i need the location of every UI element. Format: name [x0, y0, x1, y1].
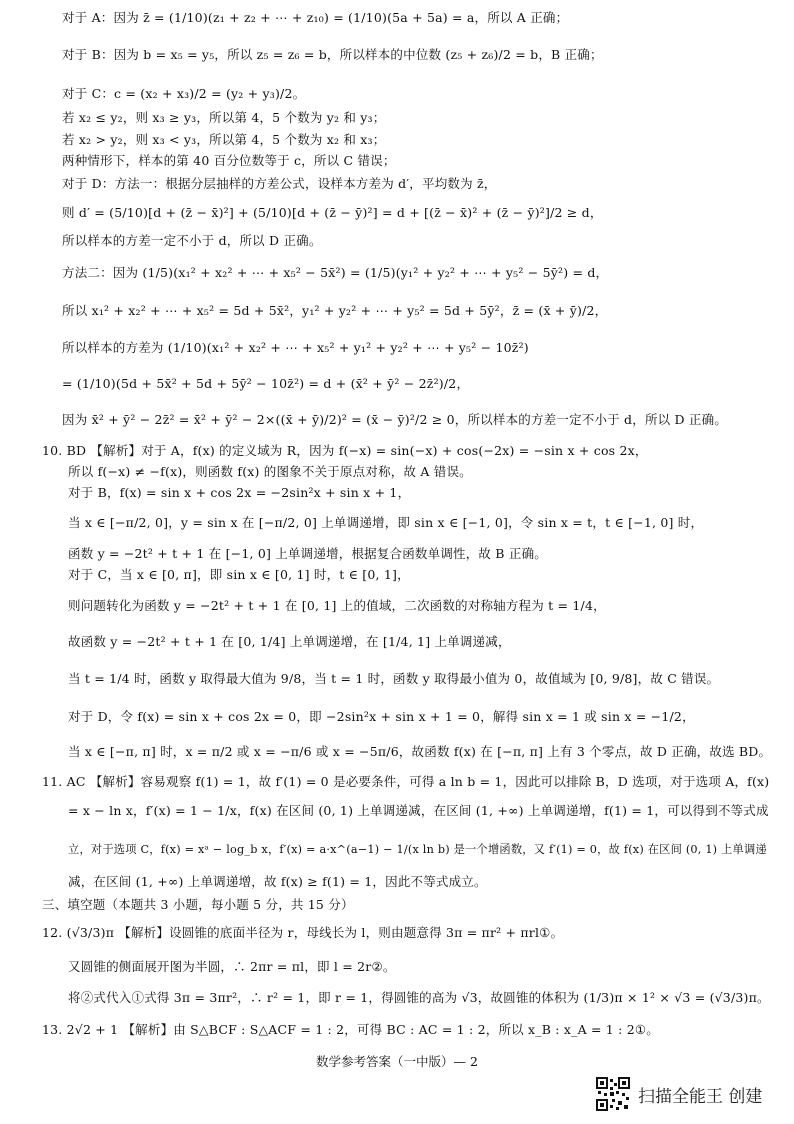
- text-line: 所以 x₁² + x₂² + ⋯ + x₅² = 5d + 5x̄²，y₁² + y₂² + ⋯ + y₅² = 5d + 5ȳ²，z̄ = (x̄ + ȳ)/2，: [62, 303, 608, 318]
- text-line: 10. BD 【解析】对于 A，f(x) 的定义域为 R，因为 f(−x) = sin(−x) + cos(−2x) = −sin x + cos 2x，: [42, 443, 648, 458]
- text-line: 12. (√3/3)π 【解析】设圆锥的底面半径为 r，母线长为 l，则由题意得 3π = πr² + πrl①。: [42, 925, 564, 940]
- text-line: 当 x ∈ [−π, π] 时，x = π/2 或 x = −π/6 或 x = −5π/6，故函数 f(x) 在 [−π, π] 上有 3 个零点，故 D 正确，故选 BD。: [68, 744, 772, 759]
- text-line: 当 t = 1/4 时，函数 y 取得最大值为 9/8，当 t = 1 时，函数 y 取得最小值为 0，故值域为 [0, 9/8]，故 C 错误。: [68, 671, 720, 686]
- text-line: 立，对于选项 C，f(x) = xᵃ − log_b x，f′(x) = a·x^(a−1) − 1/(x ln b) 是一个增函数，又 f′(1) = 0，故 f(x) 在区间 (0, 1) 上单调递: [68, 843, 767, 856]
- text-line: 13. 2√2 + 1 【解析】由 S△BCF : S△ACF = 1 : 2，可得 BC : AC = 1 : 2，所以 x_B : x_A = 1 : 2①。: [42, 1022, 659, 1037]
- text-line: 方法二：因为 (1/5)(x₁² + x₂² + ⋯ + x₅² − 5x̄²) = (1/5)(y₁² + y₂² + ⋯ + y₅² − 5ȳ²) = d，: [62, 265, 609, 280]
- text-line: = x − ln x，f′(x) = 1 − 1/x，f(x) 在区间 (0, 1) 上单调递减，在区间 (1, +∞) 上单调递增，f(1) = 1，可以得到不等式成: [68, 803, 769, 818]
- text-line: 将②式代入①式得 3π = 3πr²，∴ r² = 1，即 r = 1，得圆锥的高为 √3，故圆锥的体积为 (1/3)π × 1² × √3 = (√3/3)π。: [68, 990, 770, 1005]
- text-line: 两种情形下，样本的第 40 百分位数等于 c，所以 C 错误；: [62, 153, 396, 168]
- text-line: 则问题转化为函数 y = −2t² + t + 1 在 [0, 1] 上的值域，二次函数的对称轴方程为 t = 1/4，: [68, 598, 606, 613]
- text-line: 故函数 y = −2t² + t + 1 在 [0, 1/4] 上单调递增，在 [1/4, 1] 上单调递减，: [68, 634, 511, 649]
- text-line: 又圆锥的侧面展开图为半圆，∴ 2πr = πl，即 l = 2r②。: [68, 959, 396, 974]
- text-line: 对于 C，当 x ∈ [0, π]，即 sin x ∈ [0, 1] 时，t ∈ [0, 1]，: [68, 567, 410, 582]
- text-line: 对于 D，令 f(x) = sin x + cos 2x = 0，即 −2sin²x + sin x + 1 = 0，解得 sin x = 1 或 sin x = −1/2，: [68, 709, 695, 724]
- text-line: 对于 B：因为 b = x₅ = y₅，所以 z₅ = z₆ = b，所以样本的中位数 (z₅ + z₆)/2 = b，B 正确；: [62, 47, 603, 62]
- page-footer: 数学参考答案（一中版）— 2: [316, 1054, 478, 1069]
- text-line: 因为 x̄² + ȳ² − 2z̄² = x̄² + ȳ² − 2×((x̄ + ȳ)/2)² = (x̄ − ȳ)²/2 ≥ 0，所以样本的方差一定不小于 d，所以 D 正确。: [62, 412, 728, 427]
- text-line: 对于 B，f(x) = sin x + cos 2x = −2sin²x + sin x + 1，: [68, 485, 411, 500]
- text-line: 对于 C：c = (x₂ + x₃)/2 = (y₂ + y₃)/2。: [62, 86, 306, 101]
- text-line: 函数 y = −2t² + t + 1 在 [−1, 0] 上单调递增，根据复合函数单调性，故 B 正确。: [68, 546, 547, 561]
- text-line: 则 d′ = (5/10)[d + (z̄ − x̄)²] + (5/10)[d + (z̄ − ȳ)²] = d + [(z̄ − x̄)² + (z̄ − ȳ)²]/2 ≥ d，: [62, 205, 603, 220]
- text-line: = (1/10)(5d + 5x̄² + 5d + 5ȳ² − 10z̄²) = d + (x̄² + ȳ² − 2z̄²)/2，: [62, 376, 470, 391]
- text-line: 所以 f(−x) ≠ −f(x)，则函数 f(x) 的图象不关于原点对称，故 A 错误。: [68, 464, 472, 479]
- text-line: 若 x₂ ≤ y₂，则 x₃ ≥ y₃，所以第 4，5 个数为 y₂ 和 y₃；: [62, 110, 386, 125]
- text-line: 对于 D：方法一：根据分层抽样的方差公式，设样本方差为 d′，平均数为 z̄，: [62, 176, 497, 191]
- text-line: 11. AC 【解析】容易观察 f(1) = 1，故 f′(1) = 0 是必要条件，可得 a ln b = 1，因此可以排除 B，D 选项，对于选项 A，f(x): [42, 774, 770, 789]
- text-line: 所以样本的方差为 (1/10)(x₁² + x₂² + ⋯ + x₅² + y₁² + y₂² + ⋯ + y₅² − 10z̄²): [62, 340, 529, 355]
- text-line: 若 x₂ > y₂，则 x₃ < y₃，所以第 4，5 个数为 x₂ 和 x₃；: [62, 132, 386, 147]
- text-line: 对于 A：因为 z̄ = (1/10)(z₁ + z₂ + ⋯ + z₁₀) = (1/10)(5a + 5a) = a，所以 A 正确；: [62, 10, 569, 25]
- qr-code-icon: [596, 1077, 630, 1111]
- scanner-watermark: 扫描全能王 创建: [638, 1087, 763, 1107]
- text-line: 减，在区间 (1, +∞) 上单调递增，故 f(x) ≥ f(1) = 1，因此不等式成立。: [68, 874, 487, 889]
- text-line: 当 x ∈ [−π/2, 0]，y = sin x 在 [−π/2, 0] 上单调递增，即 sin x ∈ [−1, 0]，令 sin x = t，t ∈ [−1, 0] 时，: [68, 515, 704, 530]
- text-line: 三、填空题（本题共 3 小题，每小题 5 分，共 15 分）: [42, 897, 354, 912]
- text-line: 所以样本的方差一定不小于 d，所以 D 正确。: [62, 233, 322, 248]
